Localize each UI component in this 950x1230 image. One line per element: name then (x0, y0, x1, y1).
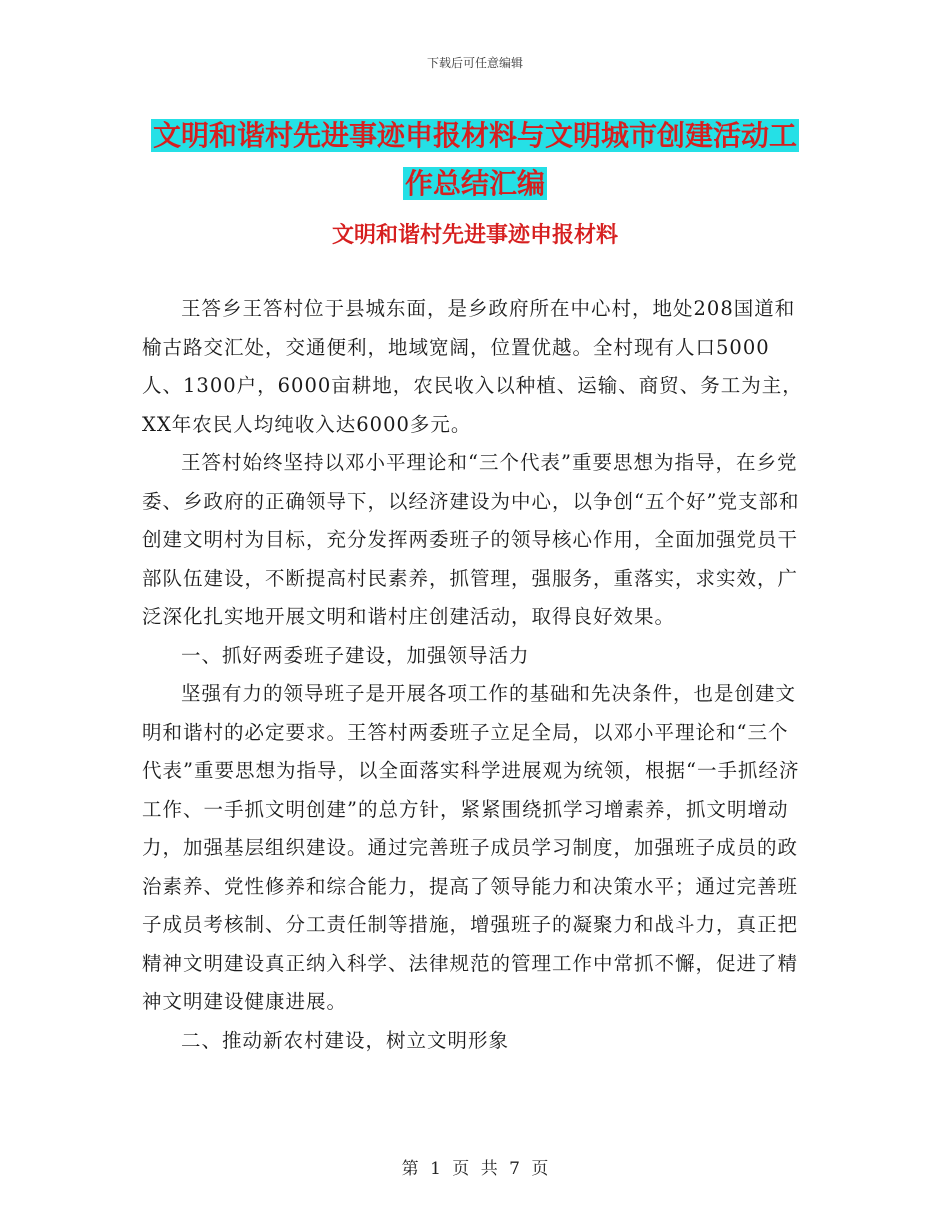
subheading-two: 二、推动新农村建设，树立文明形象 (181, 1028, 510, 1052)
main-title (0, 112, 950, 208)
page-footer: 第 1 页 共 7 页 (401, 1159, 549, 1179)
subheading-one: 一、抓好两委班子建设，加强领导活力 (181, 643, 530, 667)
main-title-line2: 作总结汇编 (404, 167, 545, 200)
header-note: 下载后可任意编辑 (426, 56, 523, 70)
document-body (142, 290, 806, 1060)
paragraph-intro: 王答乡王答村位于县城东面，是乡政府所在中心村，地处208国道和榆古路交汇处，交通便利，地域宽阔，位置优越。全村现有人口5000人、1300户，6000亩耕地，农民收入以种植、运输、商贸、务工为主，XX年农民人均纯收入达6000多元。 (142, 297, 803, 436)
paragraph-overview: 王答村始终坚持以邓小平理论和“三个代表”重要思想为指导，在乡党委、乡政府的正确领导下，以经济建设为中心，以争创“五个好”党支部和创建文明村为目标，充分发挥两委班子的领导核心作用，全面加强党员干部队伍建设，不断提高村民素养，抓管理，强服务，重落实，求实效，广泛深化扎实地开展文明和谐村庄创建活动，取得良好效果。 (142, 451, 800, 628)
main-title-line1: 文明和谐村先进事迹申报材料与文明城市创建活动工 (152, 119, 797, 152)
paragraph-leadership: 坚强有力的领导班子是开展各项工作的基础和先决条件，也是创建文明和谐村的必定要求。王答村两委班子立足全局，以邓小平理论和“三个代表”重要思想为指导，以全面落实科学进展观为统领，根据“一手抓经济工作、一手抓文明创建”的总方针，紧紧围绕抓学习增素养，抓文明增动力，加强基层组织建设。通过完善班子成员学习制度，加强班子成员的政治素养、党性修养和综合能力，提高了领导能力和决策水平；通过完善班子成员考核制、分工责任制等措施，增强班子的凝聚力和战斗力，真正把精神文明建设真正纳入科学、法律规范的管理工作中常抓不懈，促进了精神文明建设健康进展。 (142, 682, 800, 1013)
section-title: 文明和谐村先进事迹申报材料 (331, 223, 618, 248)
